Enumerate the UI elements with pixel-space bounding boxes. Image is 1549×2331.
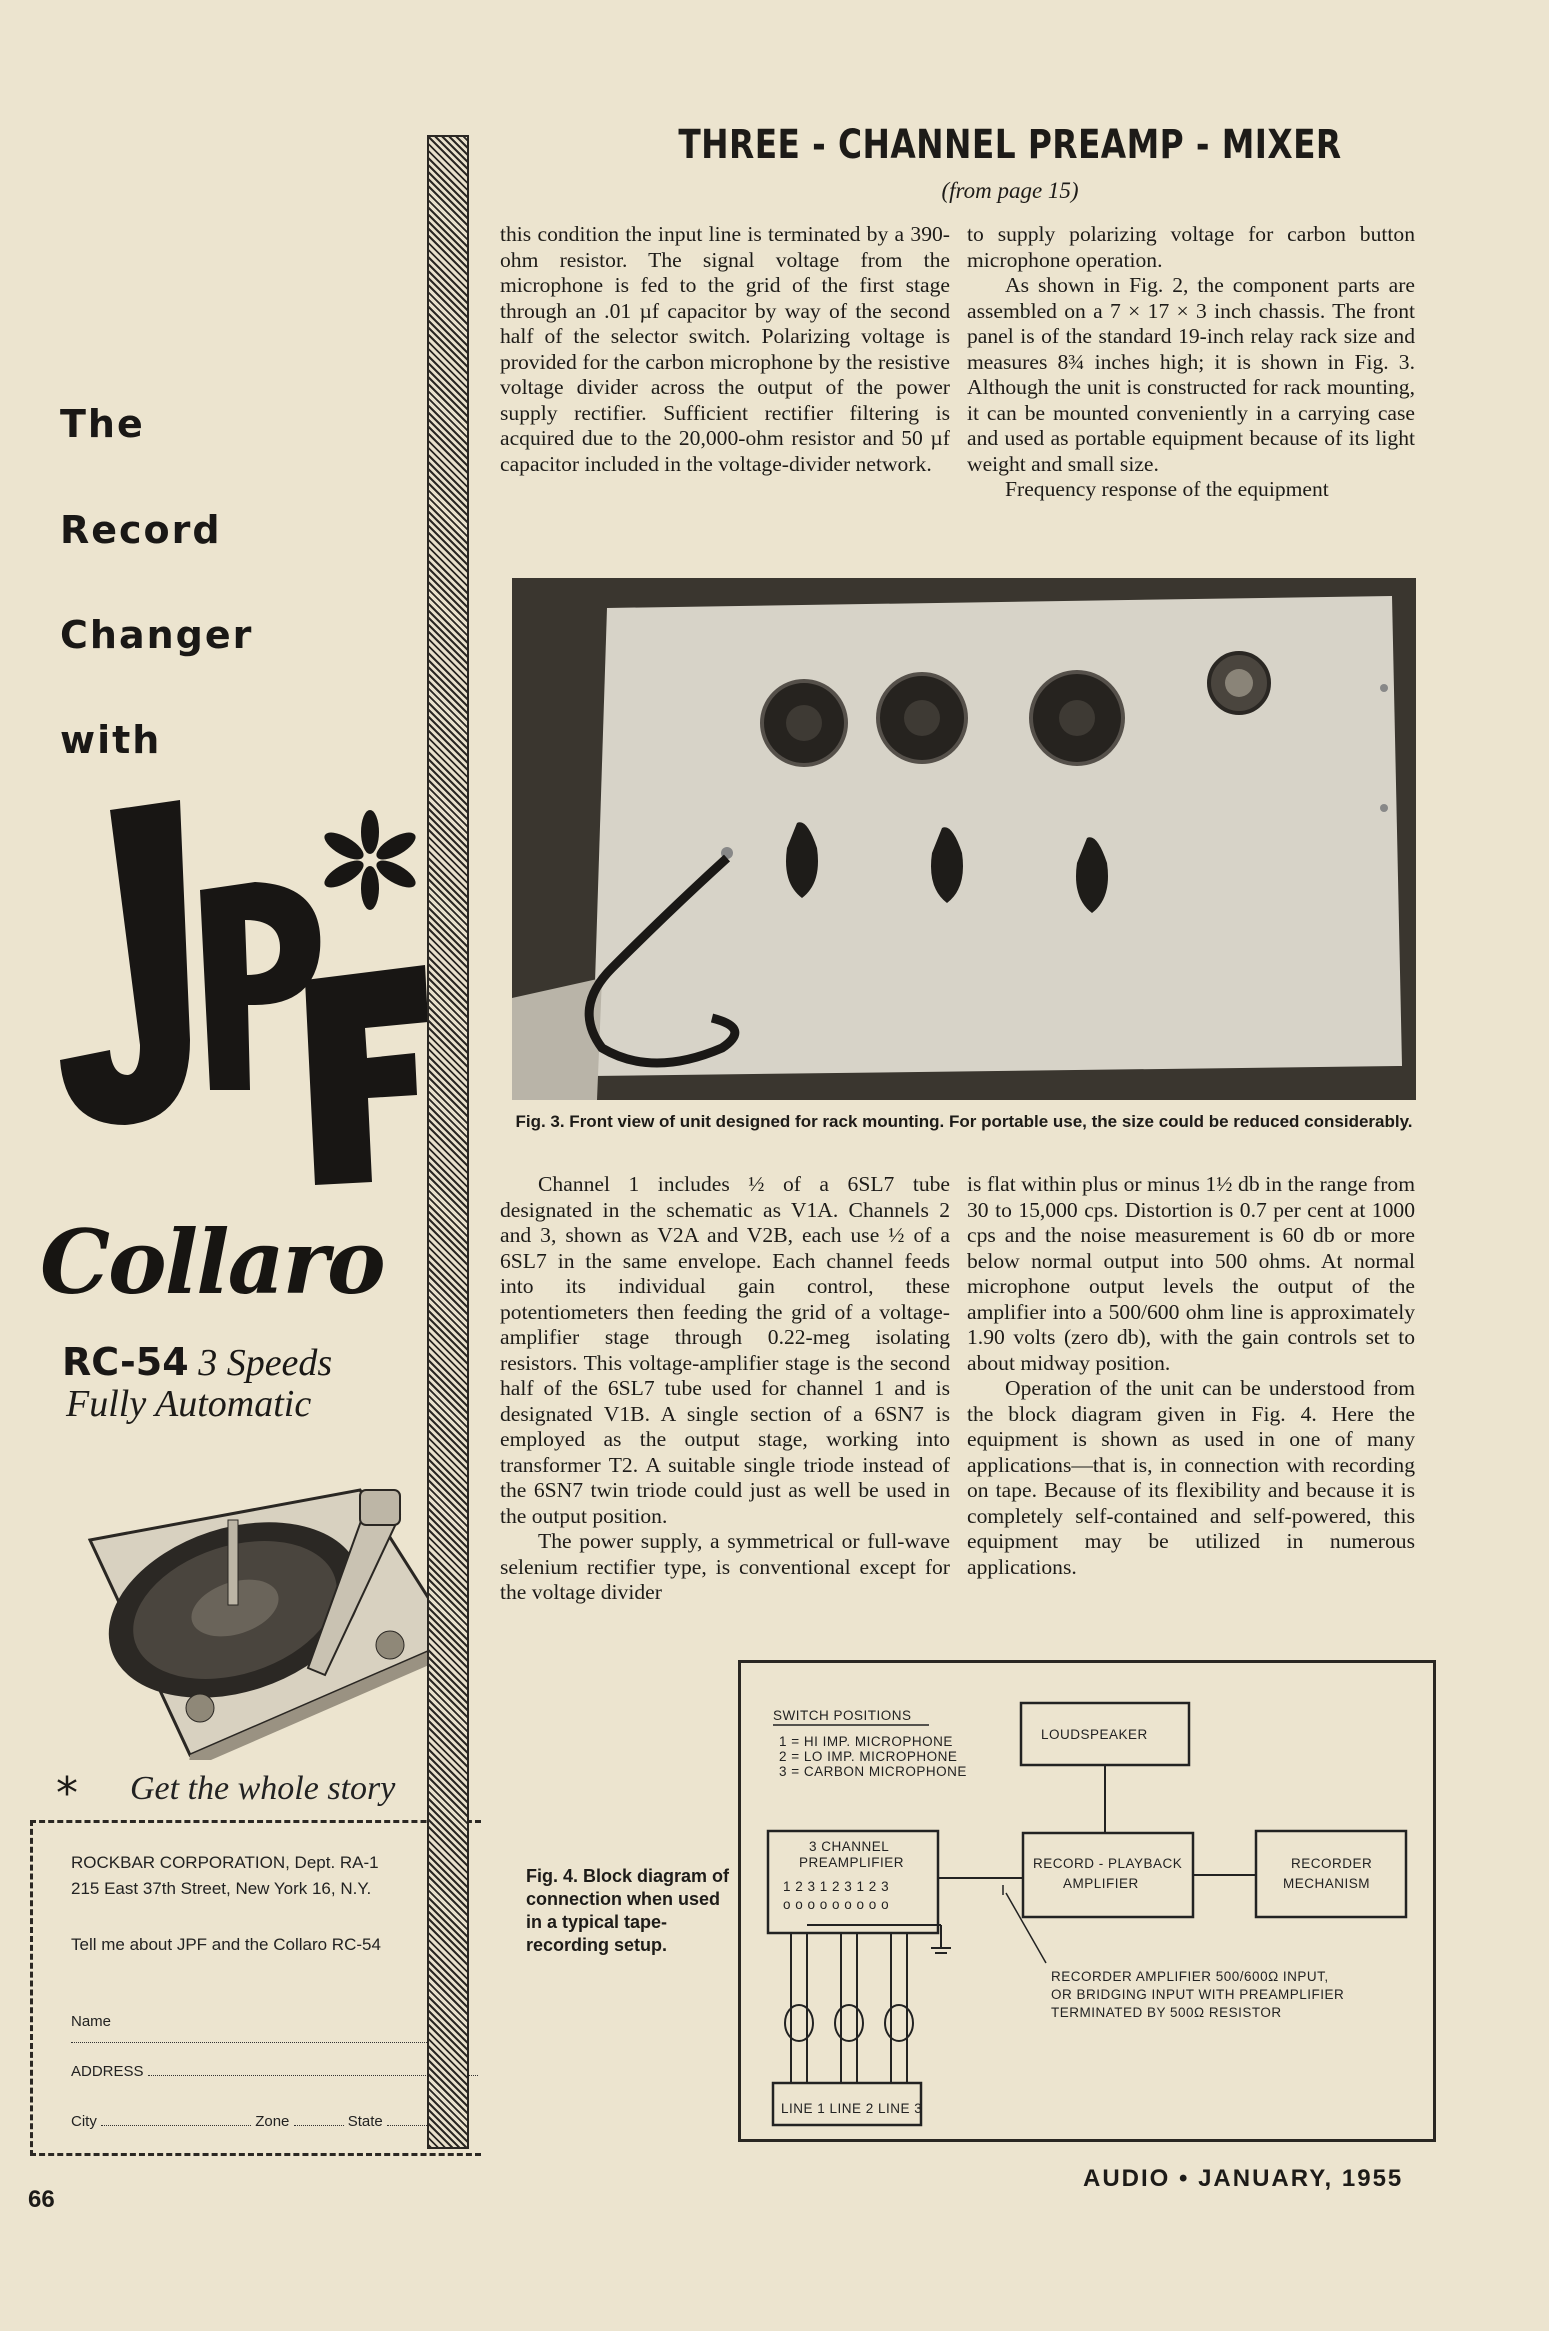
model-automatic: Fully Automatic: [66, 1383, 312, 1425]
ad-line-record: Record: [60, 508, 222, 552]
record-playback-label-1: RECORD - PLAYBACK: [1033, 1856, 1183, 1871]
model-speeds: 3 Speeds: [198, 1342, 333, 1384]
model-number: RC-54: [62, 1340, 189, 1384]
preamplifier-label-2: PREAMPLIFIER: [799, 1855, 905, 1870]
coupon-address-field[interactable]: [71, 2063, 478, 2080]
coupon-name-field[interactable]: [71, 2013, 481, 2047]
paragraph: is flat within plus or minus 1½ db in the range from 30 to 15,000 cps. Distortion is 0.7 per cent at 1000 cps and the noise measurement is 60 db or more below normal output into 500 ohms. At normal microphone output levels the output of the amplifier into a 500/600 ohm line is approximately 1.90 volts (zero db), with the gain controls set to about midway position.: [967, 1172, 1415, 1375]
recorder-mechanism-block: [1256, 1831, 1406, 1917]
ad-line-with: with: [60, 718, 162, 762]
loudspeaker-label: LOUDSPEAKER: [1041, 1727, 1148, 1742]
city-label: City: [71, 2113, 97, 2130]
input-wiring: [785, 1925, 951, 2083]
block-diagram: [738, 1660, 1436, 2142]
record-playback-label-2: AMPLIFIER: [1063, 1876, 1139, 1891]
zone-label: Zone: [255, 2113, 290, 2130]
recorder-label-2: MECHANISM: [1283, 1876, 1371, 1891]
model-line: [62, 1340, 332, 1385]
record-playback-amplifier-block: [1023, 1833, 1193, 1917]
coupon-address: 215 East 37th Street, New York 16, N.Y.: [71, 1879, 372, 1898]
jpf-logo: [40, 790, 440, 1190]
line-inputs-label: LINE 1 LINE 2 LINE 3: [781, 2101, 923, 2116]
svg-text:1 2 3 1 2 3 1 2 3: 1 2 3 1 2 3 1 2 3: [783, 1879, 890, 1894]
coupon-city-field[interactable]: [71, 2113, 447, 2130]
collaro-brand: Collaro: [40, 1210, 384, 1314]
svg-text:o o o o o o o o o: o o o o o o o o o: [783, 1897, 890, 1912]
article-title: THREE - CHANNEL PREAMP - MIXER: [678, 122, 1342, 168]
page-number: 66: [28, 2186, 55, 2213]
asterisk-bullet-icon: *: [56, 1768, 78, 1819]
magazine-footer: AUDIO • JANUARY, 1955: [1083, 2165, 1404, 2192]
switch-positions-title: SWITCH POSITIONS: [773, 1708, 912, 1723]
paragraph: to supply polarizing voltage for carbon button microphone operation.: [967, 222, 1415, 272]
column-2-top: [967, 222, 1415, 503]
turntable-image: [60, 1440, 460, 1760]
coupon-company: ROCKBAR CORPORATION, Dept. RA-1: [71, 1853, 379, 1872]
get-story-heading: Get the whole story: [130, 1770, 396, 1807]
hatched-divider: [427, 135, 469, 2149]
column-1-top: [500, 222, 950, 477]
paragraph: Frequency response of the equipment: [1005, 477, 1329, 501]
fig-3-caption: Fig. 3. Front view of unit designed for rack mounting. For portable use, the size could be reduced considerably.: [515, 1112, 1413, 1131]
name-label: Name: [71, 2013, 112, 2030]
asterisk-icon: [320, 810, 419, 910]
fig-4-caption: Fig. 4. Block diagram of connection when used in a typical tape-recording setup.: [526, 1866, 730, 1955]
recorder-label-1: RECORDER: [1291, 1856, 1373, 1871]
address-label: ADDRESS: [71, 2063, 144, 2080]
order-coupon: [30, 1820, 481, 2156]
selector-switch-contacts: [783, 1879, 889, 1912]
diagram-note-2: OR BRIDGING INPUT WITH PREAMPLIFIER: [1051, 1987, 1345, 2002]
preamplifier-label-1: 3 CHANNEL: [809, 1839, 890, 1854]
state-label: State: [347, 2113, 383, 2130]
column-2-bottom: [967, 1172, 1415, 1580]
paragraph: As shown in Fig. 2, the component parts are assembled on a 7 × 17 × 3 inch chassis. The front panel is of the standard 19-inch relay rack size and measures 8¾ inches high; it is shown in Fig. 3. Although the unit is constructed for rack mounting, it can be mounted conveniently in a carrying case and used as portable equipment because of its light weight and small size.: [967, 273, 1415, 476]
switch-position-1: 1 = HI IMP. MICROPHONE: [779, 1734, 953, 1749]
article-continued-note: (from page 15): [941, 178, 1079, 203]
switch-position-3: 3 = CARBON MICROPHONE: [779, 1764, 967, 1779]
switch-position-2: 2 = LO IMP. MICROPHONE: [779, 1749, 958, 1764]
paragraph: Operation of the unit can be understood from the block diagram given in Fig. 4. Here the equipment is shown as used in one of many applications—that is, in connection with recording on tape. Because of its flexibility and because it is completely self-contained and self-powered, this equipment may be utilized in numerous applications.: [967, 1376, 1415, 1579]
coupon-request: Tell me about JPF and the Collaro RC-54: [71, 1935, 381, 1954]
paragraph: The power supply, a symmetrical or full-wave selenium rectifier type, is conventional except for the voltage divider: [500, 1529, 950, 1604]
front-panel-photo: [512, 578, 1416, 1100]
ad-line-changer: Changer: [60, 613, 254, 657]
paragraph: Channel 1 includes ½ of a 6SL7 tube designated in the schematic as V1A. Channels 2 and 3, shown as V2A and V2B, each use ½ of a 6SL7 in the same envelope. Each channel feeds into its individual gain control, these potentiometers then feeding the grid of a voltage-amplifier stage through 0.22-meg isolating resistors. This voltage-amplifier stage is the second half of the 6SL7 tube used for channel 1 and is designated V1B. A single section of a 6SN7 is employed as the output stage, working into transformer T2. A suitable single triode instead of the 6SN7 twin triode could just as well be used in the output position.: [500, 1172, 950, 1528]
column-1-bottom: [500, 1172, 950, 1606]
diagram-note-3: TERMINATED BY 500Ω RESISTOR: [1051, 2005, 1282, 2020]
diagram-note-1: RECORDER AMPLIFIER 500/600Ω INPUT,: [1051, 1969, 1329, 1984]
paragraph: this condition the input line is terminated by a 390-ohm resistor. The signal voltage from the microphone is fed to the grid of the first stage through an .01 µf capacitor by way of the second half of the selector switch. Polarizing voltage is provided for the carbon microphone by the resistive voltage divider across the output of the power supply rectifier. Sufficient rectifier filtering is acquired due to the 20,000-ohm resistor and 50 µf capacitor included in the voltage-divider network.: [500, 222, 950, 476]
ad-line-the: The: [60, 402, 145, 446]
